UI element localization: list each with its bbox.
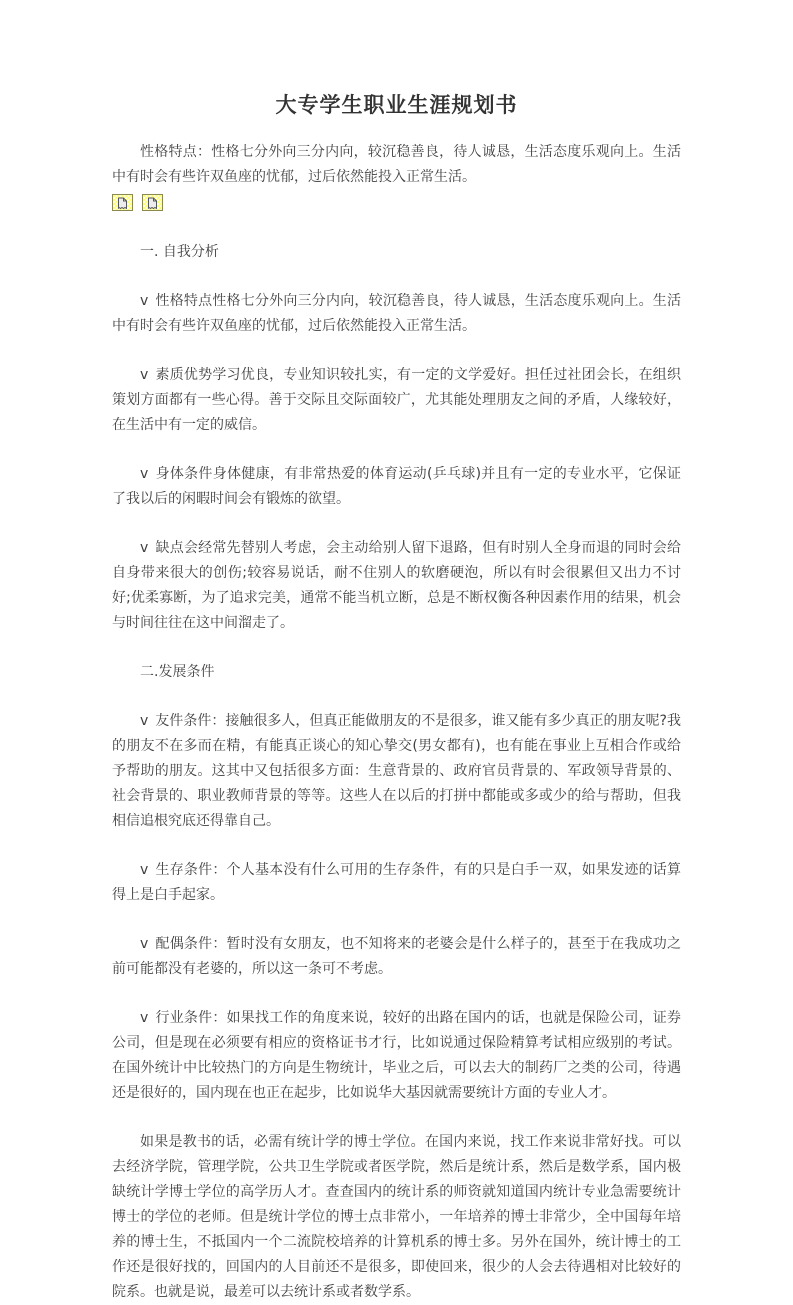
bullet-marker: v <box>140 466 149 482</box>
closing-paragraph: 如果是教书的话，必需有统计学的博士学位。在国内来说，找工作来说非常好找。可以去经济学院，管理学院，公共卫生学院或者医学院，然后是统计系，然后是数学系，国内极缺统计学博士学位的高学历人才。查查国内的统计系的师资就知道国内统计专业急需要统计博士的学位的老师。但是统计学位的博士点非常小，一年培养的博士非常少，全中国每年培养的博士生，不抵国内一个二流院校培养的计算机系的博士多。另外在国外，统计博士的工作还是很好找的，回国内的人目前还不是很多，即使回来，很少的人会去待遇相对比较好的院系。也就是说，最差可以去统计系或者数学系。 <box>112 1134 681 1300</box>
bullet-marker: v <box>140 713 149 729</box>
list-item <box>112 289 681 339</box>
broken-image-icon <box>112 194 133 211</box>
bullet-marker: v <box>140 1010 149 1026</box>
list-item <box>112 363 681 438</box>
list-item-text: 身体条件身体健康，有非常热爱的体育运动(乒乓球)并且有一定的专业水平，它保证了我以后的闲暇时间会有锻炼的欲望。 <box>112 466 681 507</box>
list-item <box>112 462 681 512</box>
list-item <box>112 1006 681 1106</box>
list-item-text: 配偶条件：暂时没有女朋友，也不知将来的老婆会是什么样子的，甚至于在我成功之前可能都没有老婆的，所以这一条可不考虑。 <box>112 936 681 977</box>
broken-image-icon <box>142 194 163 211</box>
list-item <box>112 709 681 834</box>
list-item <box>112 932 681 982</box>
section-heading-self-analysis: 一. 自我分析 <box>140 244 219 260</box>
intro-paragraph: 性格特点：性格七分外向三分内向，较沉稳善良，待人诚恳，生活态度乐观向上。生活中有时会有些许双鱼座的忧郁，过后依然能投入正常生活。 <box>112 144 681 185</box>
bullet-marker: v <box>140 293 149 309</box>
list-item-text: 行业条件：如果找工作的角度来说，较好的出路在国内的话，也就是保险公司，证券公司，但是现在必须要有相应的资格证书才行，比如说通过保险精算考试相应级别的考试。在国外统计中比较热门的方向是生物统计，毕业之后，可以去大的制药厂之类的公司，待遇还是很好的，国内现在也正在起步，比如说华大基因就需要统计方面的专业人才。 <box>112 1010 681 1101</box>
bullet-marker: v <box>140 862 149 878</box>
list-item-text: 友件条件：接触很多人，但真正能做朋友的不是很多，谁又能有多少真正的朋友呢?我的朋友不在多而在精，有能真正谈心的知心挚交(男女都有)，也有能在事业上互相合作或给予帮助的朋友。这其中又包括很多方面：生意背景的、政府官员背景的、军政领导背景的、社会背景的、职业教师背景的等等。这些人在以后的打拼中都能或多或少的给与帮助，但我相信追根究底还得靠自己。 <box>112 713 681 829</box>
section-heading-development-conditions: 二.发展条件 <box>140 664 215 680</box>
page-title: 大专学生职业生涯规划书 <box>275 93 518 117</box>
bullet-marker: v <box>140 540 149 556</box>
list-item <box>112 536 681 636</box>
list-item-text: 生存条件：个人基本没有什么可用的生存条件，有的只是白手一双，如果发迹的话算得上是白手起家。 <box>112 862 681 903</box>
placeholder-icon-row <box>112 194 681 212</box>
list-item <box>112 858 681 908</box>
bullet-marker: v <box>140 367 149 383</box>
list-item-text: 缺点会经常先替别人考虑，会主动给别人留下退路，但有时别人全身而退的同时会给自身带来很大的创伤;较容易说话，耐不住别人的软磨硬泡，所以有时会很累但又出力不讨好;优柔寡断，为了追求完美，通常不能当机立断，总是不断权衡各种因素作用的结果，机会与时间往往在这中间溜走了。 <box>112 540 681 631</box>
list-item-text: 素质优势学习优良，专业知识较扎实，有一定的文学爱好。担任过社团会长，在组织策划方面都有一些心得。善于交际且交际面较广，尤其能处理朋友之间的矛盾，人缘较好，在生活中有一定的威信。 <box>112 367 681 433</box>
bullet-marker: v <box>140 936 149 952</box>
list-item-text: 性格特点性格七分外向三分内向，较沉稳善良，待人诚恳，生活态度乐观向上。生活中有时会有些许双鱼座的忧郁，过后依然能投入正常生活。 <box>112 293 681 334</box>
